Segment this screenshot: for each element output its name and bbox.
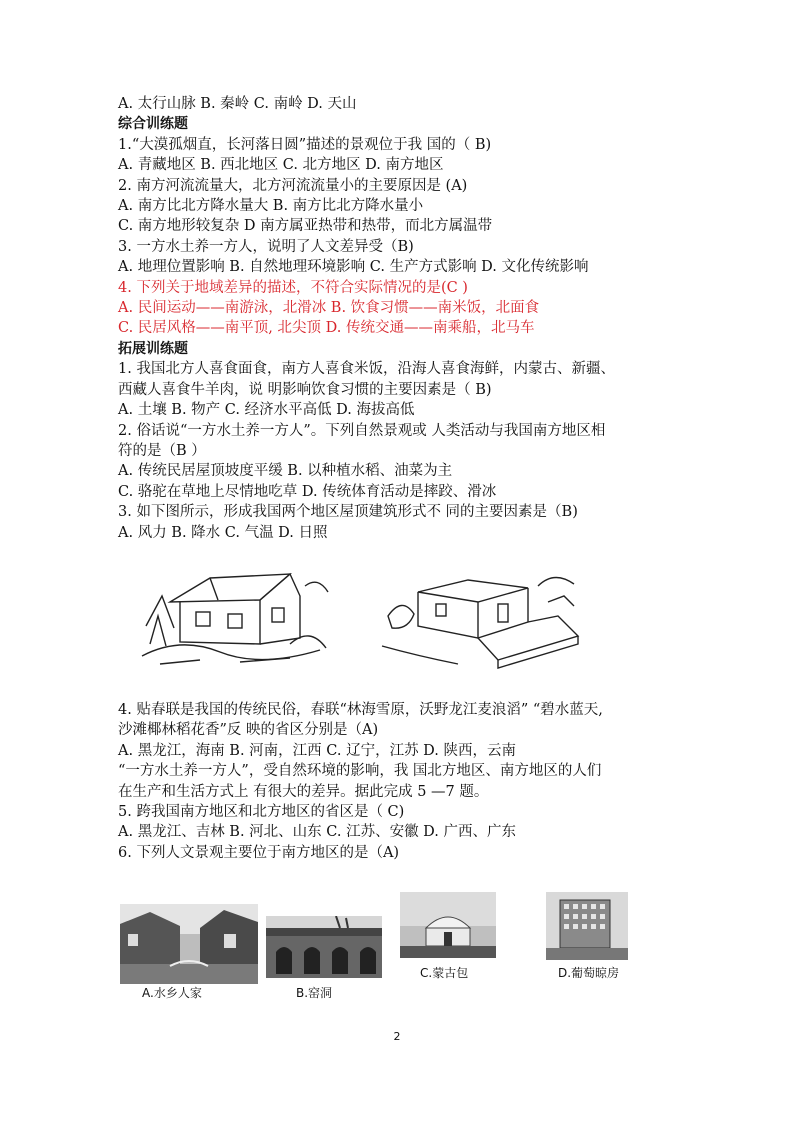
grape-drying-house-photo-icon	[546, 892, 628, 960]
text-line: 5. 跨我国南方地区和北方地区的省区是（ C)	[118, 804, 405, 821]
section-heading: 综合训练题	[118, 116, 188, 133]
text-line: 2. 俗话说“一方水土养一方人”。下列自然景观或 人类活动与我国南方地区相	[118, 422, 606, 439]
roof-sketches	[140, 556, 600, 674]
text-line: A. 风力 B. 降水 C. 气温 D. 日照	[118, 524, 328, 541]
text-line: 4. 贴春联是我国的传统民俗，春联“林海雪原，沃野龙江麦浪滔” “碧水蓝天,	[118, 702, 603, 718]
text-line: 3. 如下图所示，形成我国两个地区屋顶建筑形式不 同的主要因素是（B)	[118, 504, 578, 521]
text-line: C. 骆驼在草地上尽情地吃草 D. 传统体育活动是摔跤、滑冰	[118, 483, 497, 500]
text-line: 西藏人喜食牛羊肉，说 明影响饮食习惯的主要因素是（ B)	[118, 381, 492, 398]
text-line: 在生产和生活方式上 有很大的差异。据此完成 5 —7 题。	[118, 783, 489, 800]
sloped-roof-house-sketch-icon	[140, 556, 330, 670]
text-line: A. 青藏地区 B. 西北地区 C. 北方地区 D. 南方地区	[118, 157, 444, 174]
question-block-2	[118, 700, 718, 863]
text-line: 2. 南方河流流量大，北方河流流量小的主要原因是 (A)	[118, 177, 468, 194]
water-town-photo-icon	[120, 904, 258, 984]
text-line: 符的是（B ）	[118, 442, 206, 459]
cave-dwelling-photo-icon	[266, 916, 382, 978]
text-line: C. 民居风格——南平顶, 北尖顶 D. 传统交通——南乘船，北马车	[118, 320, 535, 337]
text-line: 沙滩椰林稻花香”反 映的省区分别是（A)	[118, 722, 379, 739]
photo-c	[400, 892, 496, 958]
text-line: 1. 我国北方人喜食面食，南方人喜食米饭，沿海人喜食海鲜，内蒙古、新疆、	[118, 361, 615, 378]
photo-d-caption: D.葡萄晾房	[558, 966, 620, 980]
photo-d	[546, 892, 628, 960]
text-line: A. 地理位置影响 B. 自然地理环境影响 C. 生产方式影响 D. 文化传统影响	[118, 259, 589, 276]
text-line: A. 南方比北方降水量大 B. 南方比北方降水量小	[118, 198, 424, 215]
text-line: A. 太行山脉 B. 秦岭 C. 南岭 D. 天山	[118, 96, 357, 112]
text-line: A. 黑龙江，海南 B. 河南，江西 C. 辽宁，江苏 D. 陕西，云南	[118, 742, 517, 759]
text-line: A. 土壤 B. 物产 C. 经济水平高低 D. 海拔高低	[118, 402, 415, 419]
text-line: A. 黑龙江、吉林 B. 河北、山东 C. 江苏、安徽 D. 广西、广东	[118, 824, 517, 841]
section-heading: 拓展训练题	[118, 340, 188, 357]
photo-a	[120, 904, 258, 984]
flat-roof-house-sketch-icon	[378, 556, 588, 670]
question-block-1	[118, 94, 718, 543]
page-number: 2	[393, 1030, 401, 1043]
photo-b-caption: B.窑洞	[296, 986, 333, 1000]
photo-a-caption: A.水乡人家	[142, 986, 202, 1000]
photo-b	[266, 916, 382, 978]
text-line: C. 南方地形较复杂 D 南方属亚热带和热带，而北方属温带	[118, 218, 493, 235]
text-line: A. 民间运动——南游泳，北滑冰 B. 饮食习惯——南米饭，北面食	[118, 300, 540, 317]
text-line: A. 传统民居屋顶坡度平缓 B. 以种植水稻、油菜为主	[118, 463, 453, 480]
text-line: 6. 下列人文景观主要位于南方地区的是（A)	[118, 844, 400, 861]
photo-c-caption: C.蒙古包	[420, 966, 469, 980]
landscape-photos	[120, 888, 630, 1006]
text-line: 3. 一方水土养一方人，说明了人文差异受（B)	[118, 238, 414, 255]
text-line: 4. 下列关于地域差异的描述，不符合实际情况的是(C )	[118, 279, 468, 296]
text-line: 1.“大漠孤烟直，长河落日圆”描述的景观位于我 国的（ B)	[118, 136, 492, 153]
yurt-photo-icon	[400, 892, 496, 958]
text-line: “一方水土养一方人”，受自然环境的影响，我 国北方地区、南方地区的人们	[118, 763, 602, 780]
